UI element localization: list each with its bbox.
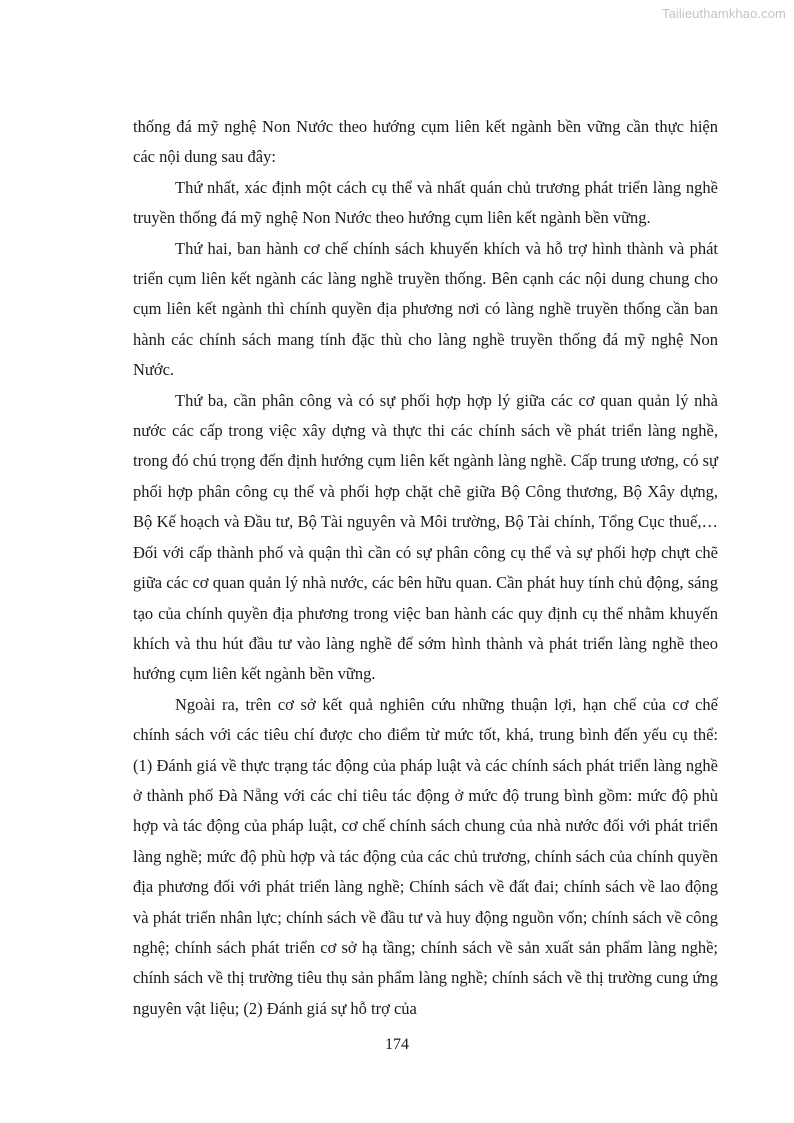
page-number: 174 — [385, 1036, 409, 1053]
paragraph-additional: Ngoài ra, trên cơ sở kết quả nghiên cứu những thuận lợi, hạn chế của cơ chế chính sách với các tiêu chí được cho điểm từ mức tốt, khá, trung bình đến yếu cụ thể: (1) Đánh giá về thực trạng tác động của pháp luật và các chính sách phát triển làng nghề ở thành phố Đà Nẵng với các chỉ tiêu tác động ở mức độ trung bình gồm: mức độ phù hợp và tác động của pháp luật, cơ chế chính sách chung của nhà nước đối với phát triển làng nghề; mức độ phù hợp và tác động của các chủ trương, chính sách của chính quyền địa phương đối với phát triển làng nghề; Chính sách về đất đai; chính sách về lao động và phát triển nhân lực; chính sách về đầu tư và huy động nguồn vốn; chính sách về công nghệ; chính sách phát triển cơ sở hạ tầng; chính sách về sản xuất sản phẩm làng nghề; chính sách về thị trường tiêu thụ sản phẩm làng nghề; chính sách về thị trường cung ứng nguyên vật liệu; (2) Đánh giá sự hỗ trợ của — [133, 694, 718, 1018]
document-body — [133, 112, 718, 1024]
paragraph-first-point: Thứ nhất, xác định một cách cụ thể và nhất quán chủ trương phát triển làng nghề truyền thống đá mỹ nghệ Non Nước theo hướng cụm liên kết ngành bền vững. — [133, 177, 718, 228]
watermark-text: Tailieuthamkhao.com — [661, 6, 786, 21]
paragraph-third-point: Thứ ba, cần phân công và có sự phối hợp hợp lý giữa các cơ quan quản lý nhà nước các cấp trong việc xây dựng và thực thi các chính sách về phát triển làng nghề, trong đó chú trọng đến định hướng cụm liên kết ngành làng nghề. Cấp trung ương, có sự phối hợp phân công cụ thể và phối hợp chặt chẽ giữa Bộ Công thương, Bộ Xây dựng, Bộ Kế hoạch và Đầu tư, Bộ Tài nguyên và Môi trường, Bộ Tài chính, Tổng Cục thuế,…Đối với cấp thành phố và quận thì cần có sự phân công cụ thể và sự phối hợp chựt chẽ giữa các cơ quan quản lý nhà nước, các bên hữu quan. Cần phát huy tính chủ động, sáng tạo của chính quyền địa phương trong việc ban hành các quy định cụ thể nhằm khuyến khích và thu hút đầu tư vào làng nghề để sớm hình thành và phát triển làng nghề theo hướng cụm liên kết ngành bền vững. — [133, 390, 718, 684]
paragraph-second-point: Thứ hai, ban hành cơ chế chính sách khuyến khích và hỗ trợ hình thành và phát triển cụm liên kết ngành các làng nghề truyền thống. Bên cạnh các nội dung chung cho cụm liên kết ngành thì chính quyền địa phương nơi có làng nghề truyền thống cần ban hành các chính sách mang tính đặc thù cho làng nghề truyền thống đá mỹ nghệ Non Nước. — [133, 238, 718, 380]
paragraph-continuation: thống đá mỹ nghệ Non Nước theo hướng cụm liên kết ngành bền vững cần thực hiện các nội dung sau đây: — [133, 117, 718, 167]
